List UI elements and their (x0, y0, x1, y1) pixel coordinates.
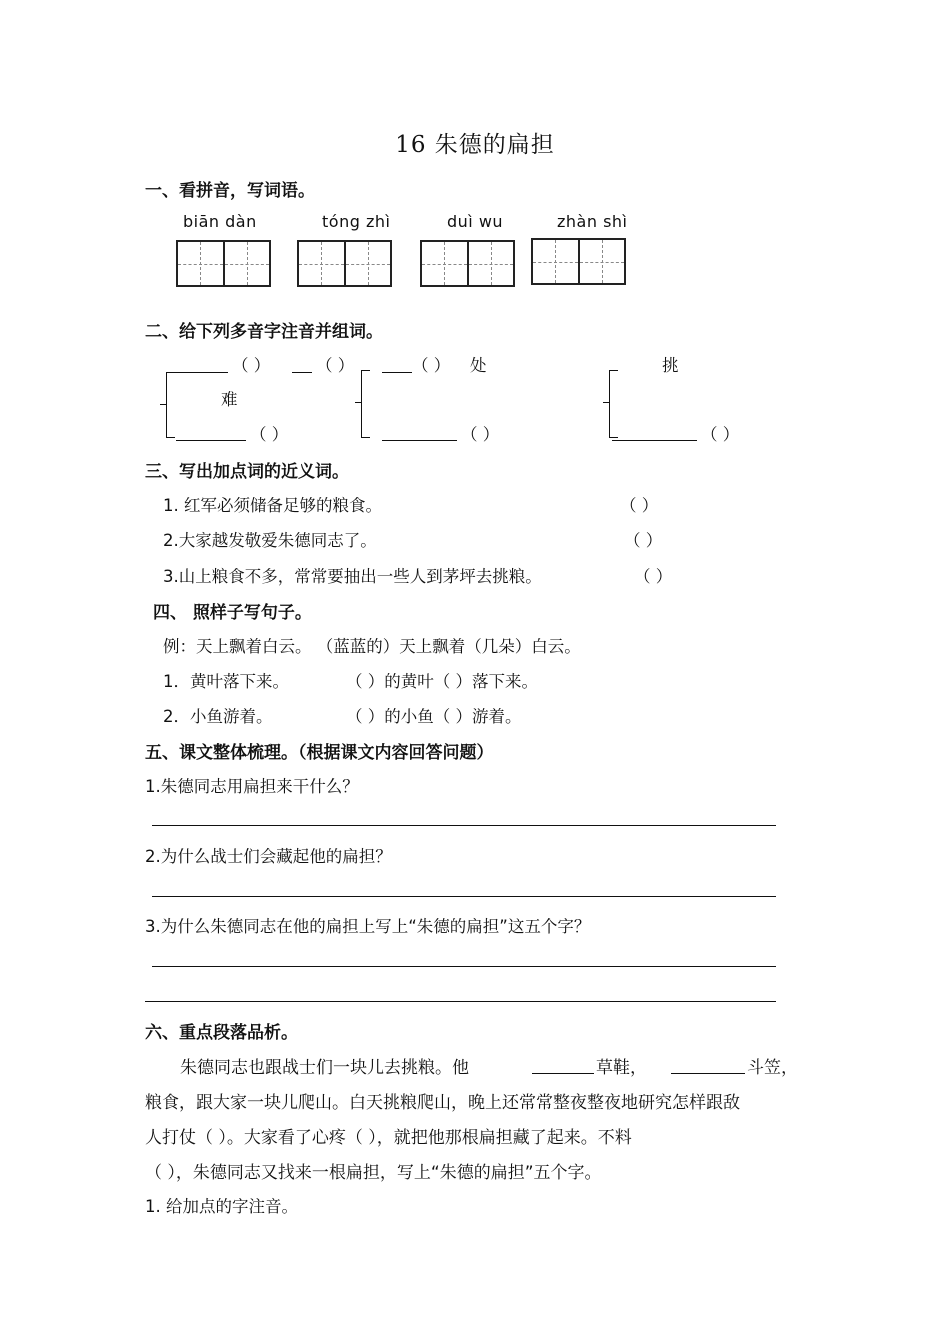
blank-line[interactable] (671, 1073, 745, 1074)
paren: （ ） (412, 356, 451, 375)
writing-grid-2[interactable] (297, 240, 392, 287)
passage-text: （ ），朱德同志又找来一根扁担，写上“朱德的扁担”五个字。 (145, 1163, 602, 1183)
answer-line[interactable] (152, 825, 776, 826)
pinyin-3: duì wu (447, 212, 504, 231)
paren: （ ） (624, 531, 663, 550)
writing-grid-1[interactable] (176, 240, 271, 287)
sentence-item-1: 1．黄叶落下来。 (163, 672, 289, 691)
section-5-heading: 五、课文整体梳理。（根据课文内容回答问题） (145, 743, 494, 763)
paren: （ ） (316, 356, 355, 375)
paren: （ ） (634, 567, 673, 586)
question-3: 3.为什么朱德同志在他的扁担上写上“朱德的扁担”这五个字？ (145, 917, 591, 936)
synonym-item-1: 1. 红军必须储备足够的粮食。 (163, 496, 382, 515)
paren: （ ） (620, 496, 659, 515)
blank-line[interactable] (292, 372, 312, 373)
brace (166, 372, 175, 438)
sentence-answer-1: （ ）的黄叶（ ）落下来。 (346, 672, 538, 691)
page-title: 16 朱德的扁担 (395, 132, 555, 158)
synonym-item-2: 2.大家越发敬爱朱德同志了。 (163, 531, 377, 550)
sentence-answer-2: （ ）的小鱼（ ）游着。 (346, 707, 522, 726)
brace (609, 370, 618, 438)
writing-grid-4[interactable] (531, 238, 626, 285)
blank-line[interactable] (612, 440, 697, 441)
passage-text: 粮食，跟大家一块儿爬山。白天挑粮爬山，晚上还常常整夜整夜地研究怎样跟敌 (145, 1093, 740, 1113)
blank-line[interactable] (172, 372, 228, 373)
pinyin-4: zhàn shì (557, 212, 628, 231)
synonym-item-3: 3.山上粮食不多，常常要抽出一些人到茅坪去挑粮。 (163, 567, 542, 586)
passage-question-1: 1. 给加点的字注音。 (145, 1197, 298, 1216)
paren: （ ） (232, 356, 271, 375)
answer-line[interactable] (152, 966, 776, 967)
blank-line[interactable] (382, 372, 412, 373)
blank-line[interactable] (382, 440, 457, 441)
brace (361, 370, 370, 438)
passage-text: 朱德同志也跟战士们一块儿去挑粮。他 (180, 1058, 469, 1078)
pinyin-1: biān dàn (183, 212, 257, 231)
paren: （ ） (461, 425, 500, 444)
answer-line[interactable] (152, 896, 776, 897)
writing-grid-3[interactable] (420, 240, 515, 287)
blank-line[interactable] (532, 1073, 594, 1074)
section-2-heading: 二、给下列多音字注音并组词。 (145, 322, 383, 342)
brace-tick (603, 402, 609, 403)
pinyin-2: tóng zhì (322, 212, 391, 231)
blank-line[interactable] (176, 440, 246, 441)
section-1-heading: 一、看拼音，写词语。 (145, 181, 315, 201)
paren: （ ） (250, 425, 289, 444)
paren: （ ） (701, 425, 740, 444)
question-2: 2.为什么战士们会藏起他的扁担？ (145, 847, 392, 866)
brace-tick (355, 402, 361, 403)
example-sentence: 例：天上飘着白云。 （蓝蓝的）天上飘着（几朵）白云。 (163, 637, 581, 656)
poly-char-2: 处 (470, 356, 487, 375)
passage-text: 斗笠， (747, 1058, 798, 1078)
section-4-heading: 四、 照样子写句子。 (153, 603, 312, 623)
answer-line[interactable] (145, 1001, 776, 1002)
passage-text: 人打仗（ ）。大家看了心疼（ ），就把他那根扁担藏了起来。不料 (145, 1128, 632, 1148)
brace-tick (160, 404, 166, 405)
poly-char-1: 难 (221, 390, 238, 409)
section-3-heading: 三、写出加点词的近义词。 (145, 462, 349, 482)
section-6-heading: 六、重点段落品析。 (145, 1023, 298, 1043)
passage-text: 草鞋， (596, 1058, 647, 1078)
sentence-item-2: 2．小鱼游着。 (163, 707, 273, 726)
poly-char-3: 挑 (662, 356, 679, 375)
question-1: 1.朱德同志用扁担来干什么？ (145, 777, 359, 796)
